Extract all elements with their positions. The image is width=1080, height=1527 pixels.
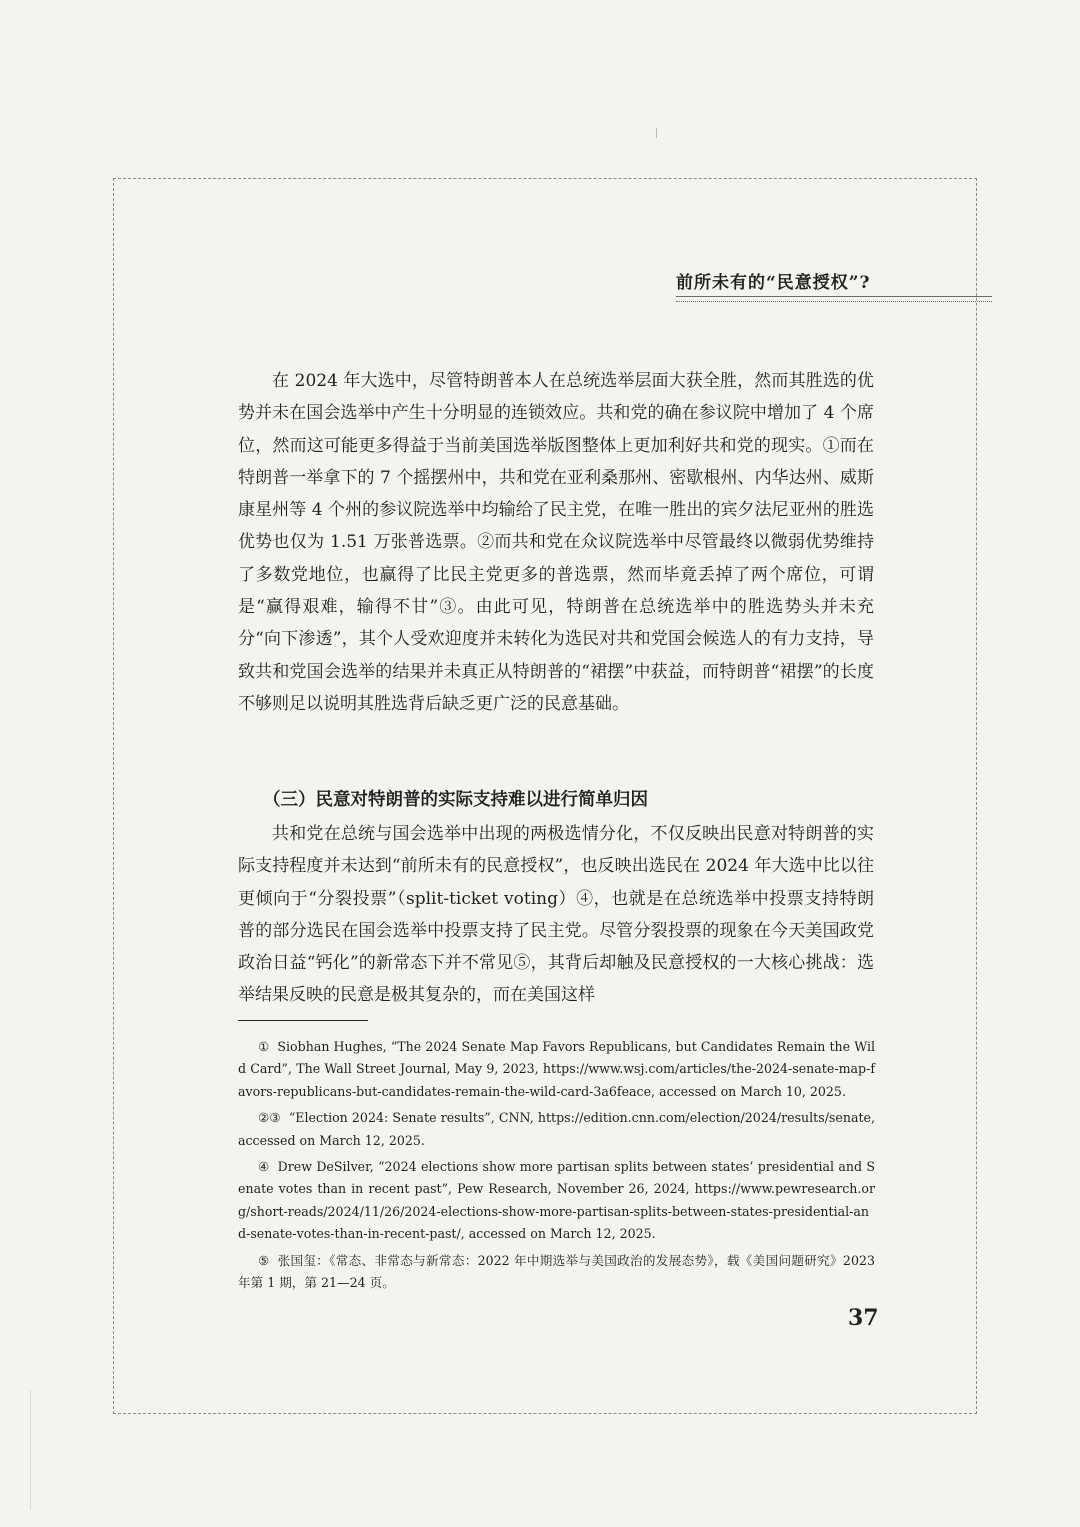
section-heading: （三）民意对特朗普的实际支持难以进行简单归因 [263, 790, 648, 810]
scan-artifact [656, 128, 657, 138]
scan-edge-artifact [30, 1390, 31, 1510]
footnote-4 [238, 1156, 875, 1246]
footnote-1 [238, 1036, 875, 1103]
header-rule [676, 296, 992, 302]
footnote-2-3 [238, 1107, 875, 1152]
footnote-text: “Election 2024: Senate results”, CNN, https://edition.cnn.com/election/2024/results/senate, accessed on March 12, 2025. [238, 1110, 875, 1148]
footnote-rule [238, 1020, 368, 1021]
footnote-text: 张国玺：《常态、非常态与新常态：2022 年中期选举与美国政治的发展态势》，载《美国问题研究》2023 年第 1 期，第 21—24 页。 [238, 1252, 875, 1291]
footnote-marker: ① [258, 1039, 270, 1054]
footnote-marker: ②③ [258, 1110, 281, 1126]
body-paragraph-1: 在 2024 年大选中，尽管特朗普本人在总统选举层面大获全胜，然而其胜选的优势并未在国会选举中产生十分明显的连锁效应。共和党的确在参议院中增加了 4 个席位，然而这可能更多得益于当前美国选举版图整体上更加利好共和党的现实。①而在特朗普一举拿下的 7 个摇摆州中，共和党在亚利桑那州、密歇根州、内华达州、威斯康星州等 4 个州的参议院选举中均输给了民主党，在唯一胜出的宾夕法尼亚州的胜选优势也仅为 1.51 万张普选票。②而共和党在众议院选举中尽管最终以微弱优势维持了多数党地位，也赢得了比民主党更多的普选票，然而毕竟丢掉了两个席位，可谓是“赢得艰难，输得不甘”③。由此可见，特朗普在总统选举中的胜选势头并未充分“向下渗透”，其个人受欢迎度并未转化为选民对共和党国会候选人的有力支持，导致共和党国会选举的结果并未真正从特朗普的“裙摆”中获益，而特朗普“裙摆”的长度不够则足以说明其胜选背后缺乏更广泛的民意基础。 [238, 371, 874, 714]
running-header: 前所未有的“民意授权”? [676, 273, 871, 293]
footnote-5 [238, 1250, 875, 1295]
footnote-text: Siobhan Hughes, “The 2024 Senate Map Favors Republicans, but Candidates Remain the Wild Card”, The Wall Street Journal, May 9, 2023, https://www.wsj.com/articles/the-2024-senate-map-favors-republicans-but-candidates-remain-the-wild-card-3a6feace, accessed on March 10, 2025. [238, 1039, 876, 1099]
page-number: 37 [848, 1305, 879, 1331]
footnotes [238, 1036, 875, 1298]
footnote-marker: ⑤ [258, 1252, 270, 1268]
footnote-marker: ④ [258, 1159, 270, 1175]
footnote-text: Drew DeSilver, “2024 elections show more partisan splits between states’ presidential and Senate votes than in recent past”, Pew Research, November 26, 2024, https://www.pewresearch.org/short-reads/2024/11/26/2024-elections-show-more-partisan-splits-between-states-presidential-and-senate-votes-than-in-recent-past/, accessed on March 12, 2025. [238, 1159, 875, 1242]
body-paragraph-2: 共和党在总统与国会选举中出现的两极选情分化，不仅反映出民意对特朗普的实际支持程度并未达到“前所未有的民意授权”，也反映出选民在 2024 年大选中比以往更倾向于“分裂投票”（split-ticket voting）④，也就是在总统选举中投票支持特朗普的部分选民在国会选举中投票支持了民主党。尽管分裂投票的现象在今天美国政党政治日益“钙化”的新常态下并不常见⑤，其背后却触及民意授权的一大核心挑战：选举结果反映的民意是极其复杂的，而在美国这样 [238, 824, 874, 1006]
